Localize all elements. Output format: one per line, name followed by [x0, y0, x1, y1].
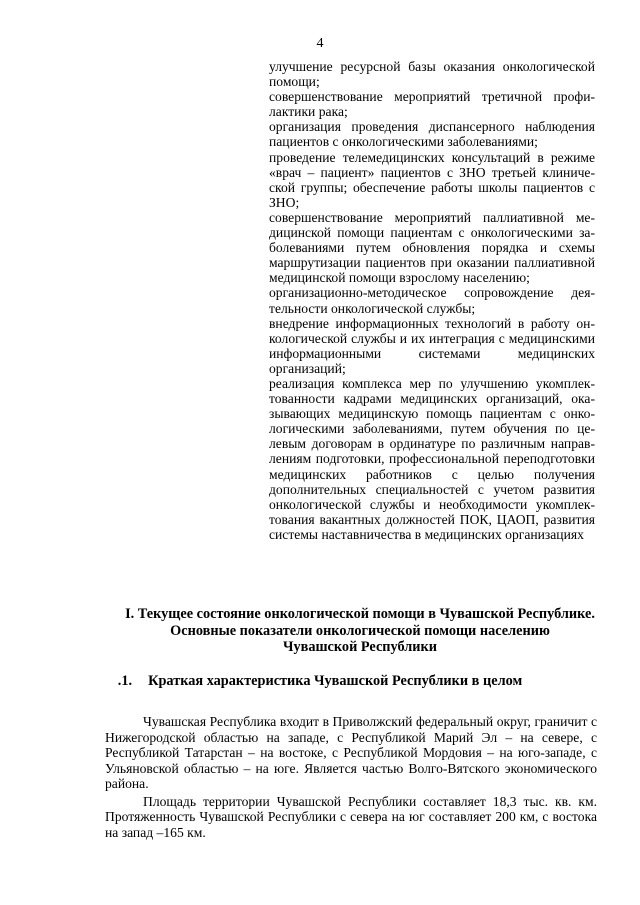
page-number: 4	[316, 36, 324, 51]
subsection-heading	[0, 673, 640, 690]
measure-item: реализация комплекса мер по улучшению укомплектованности кадрами медицинских организаций, оказывающих медицинскую помощь пациентам с онкологическими заболеваниями, путем обучения по целевым договорам в ординатуре по различным направлениям подготовки, профессиональной переподготовки медицинских работников с целью получения дополнительных специальностей с учетом развития онкологической службы и необходимости укомплектования вакантных должностей ПОК, ЦАОП, развития системы наставничества в медицинских организациях	[269, 375, 595, 542]
measure-item: совершенствование мероприятий третичной профилактики рака;	[269, 89, 595, 120]
section-title-line: I. Текущее состояние онкологической помощи в Чувашской Республике.	[125, 606, 595, 622]
paragraph: Чувашская Республика входит в Приволжский федеральный округ, граничит с Нижегородской областью на западе, с Республикой Марий Эл – на севере, с Республикой Татарстан – на востоке, с Республикой Мордовия – на юго-западе, с Ульяновской областью – на юге. Является частью Волго-Вятского экономического района.	[105, 714, 597, 791]
section-title	[100, 606, 620, 656]
measure-item: организация проведения диспансерного наблюдения пациентов с онкологическими заболеваниями;	[269, 119, 595, 150]
paragraph: Площадь территории Чувашской Республики составляет 18,3 тыс. кв. км. Протяженность Чувашской Республики с севера на юг составляет 200 км, с востока на запад –165 км.	[105, 793, 597, 840]
measures-list	[269, 59, 595, 542]
body-text	[105, 714, 597, 842]
measure-item: улучшение ресурсной базы оказания онкологической помощи;	[269, 59, 595, 90]
measure-item: организационно-методическое сопровождение деятельности онкологической службы;	[269, 285, 595, 316]
subsection-title: Краткая характеристика Чувашской Республики в целом	[148, 673, 523, 689]
measure-item: совершенствование мероприятий паллиативной медицинской помощи пациентам с онкологическими заболеваниями путем обновления порядка и схемы маршрутизации пациентов при оказании паллиативной медицинской помощи взрослому населению;	[269, 209, 595, 286]
section-title-line: Основные показатели онкологической помощи населению	[170, 622, 550, 639]
measure-item: проведение телемедицинских консультаций в режиме «врач – пациент» пациентов с ЗНО третьей клинической группы; обеспечение работы школы пациентов с ЗНО;	[269, 149, 595, 210]
subsection-number: .1.	[117, 673, 133, 689]
section-title-line: Чувашской Республики	[282, 639, 438, 655]
measure-item: внедрение информационных технологий в работу онкологической службы и их интеграция с медицинскими информационными системами медицинских организаций;	[269, 315, 595, 376]
